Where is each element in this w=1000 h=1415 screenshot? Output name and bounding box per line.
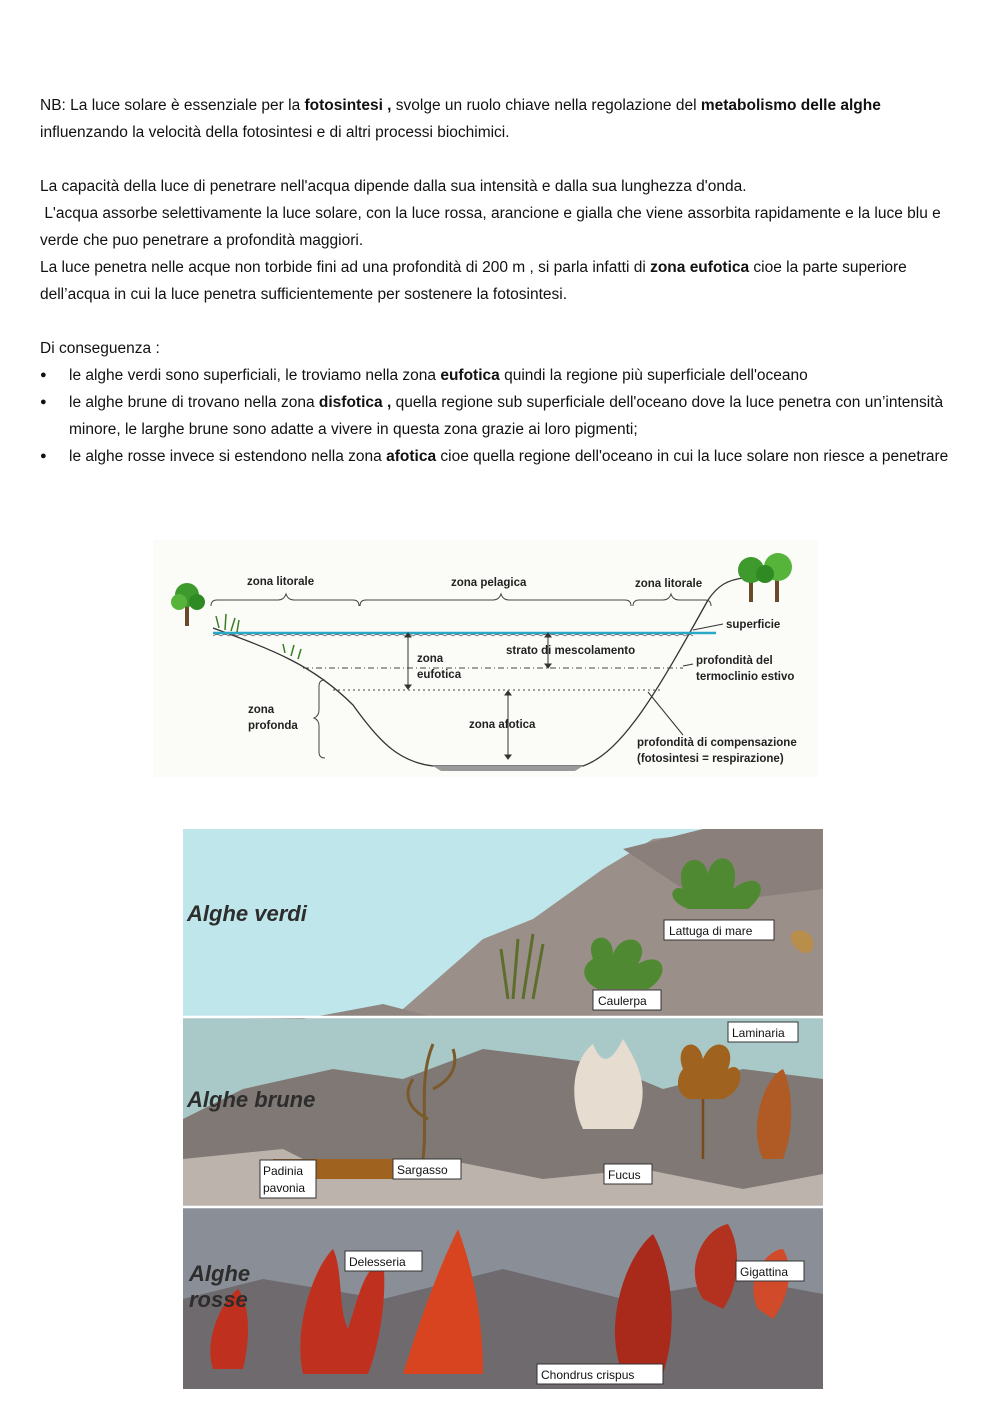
text-run: La luce penetra nelle acque non torbide fini ad una profondità di 200 m , si parla infatti di — [40, 259, 651, 276]
label-zona-profonda-2: profonda — [248, 720, 298, 732]
label-strato-mescolamento: strato di mescolamento — [506, 645, 636, 657]
label-zona-profonda-1: zona — [248, 704, 275, 716]
paragraph-nb — [40, 92, 970, 146]
paragraph-zona-eufotica — [40, 254, 970, 308]
basin-floor — [433, 766, 583, 771]
label-zona-litorale-left: zona litorale — [247, 576, 315, 588]
label-zona-pelagica: zona pelagica — [451, 577, 527, 589]
text-run: NB: La luce solare è essenziale per la — [40, 97, 305, 114]
lake-zones-diagram — [153, 540, 818, 777]
label-gigattina: Gigattina — [740, 1265, 789, 1279]
list-item: ● le alghe rosse invece si estendono nella zona afotica cioe quella regione dell'oceano in cui la luce solare non riesce a penetrare — [40, 443, 970, 470]
band-title-verdi: Alghe verdi — [187, 901, 307, 926]
bold-term-metabolismo: metabolismo delle alghe — [700, 97, 881, 114]
label-termoclinio-1: profondità del — [696, 655, 773, 667]
bold-term-fotosintesi: fotosintesi , — [304, 97, 392, 114]
document-text — [40, 92, 970, 470]
text-run: influenzando la velocità della fotosintesi e di altri processi biochimici. — [40, 124, 510, 141]
label-sargasso: Sargasso — [397, 1163, 448, 1177]
algae-depth-illustration — [183, 829, 823, 1389]
label-compensazione-2: (fotosintesi = respirazione) — [637, 753, 784, 765]
label-delesseria: Delesseria — [349, 1255, 406, 1269]
label-zona-litorale-right: zona litorale — [635, 578, 703, 590]
label-zona-eufotica-2: eufotica — [417, 669, 462, 681]
label-padinia-1: Padinia — [263, 1164, 304, 1178]
label-caulerpa: Caulerpa — [598, 994, 647, 1008]
label-lattuga: Lattuga di mare — [669, 924, 753, 938]
paragraph-conseguenza: Di conseguenza : — [40, 340, 160, 357]
text-run: cioe la parte superiore dell’acqua in cui la luce penetra sufficientemente per sostenere la fotosintesi. — [40, 259, 907, 303]
label-padinia-2: pavonia — [263, 1181, 306, 1195]
bullet-list — [40, 362, 970, 470]
label-superficie: superficie — [726, 619, 781, 631]
label-laminaria: Laminaria — [732, 1026, 785, 1040]
label-termoclinio-2: termoclinio estivo — [696, 671, 795, 683]
label-fucus: Fucus — [608, 1168, 641, 1182]
band-title-rosse-2: rosse — [189, 1287, 248, 1312]
text-run: svolge un ruolo chiave nella regolazione del — [391, 97, 701, 114]
bold-term-zona-eufotica: zona eufotica — [650, 259, 750, 276]
label-zona-afotica: zona afotica — [469, 719, 536, 731]
label-compensazione-1: profondità di compensazione — [637, 737, 797, 749]
label-zona-eufotica-1: zona — [417, 653, 444, 665]
list-item: ● le alghe brune di trovano nella zona disfotica , quella regione sub superficiale dell'oceano dove la luce penetra con un’intensità minore, le larghe brune sono adatte a vivere in questa zona grazie ai loro pigmenti; — [40, 389, 970, 443]
paragraph-assorbimento: L'acqua assorbe selettivamente la luce solare, con la luce rossa, arancione e gialla che viene assorbita rapidamente e la luce blu e verde che puo penetrare a profondità maggiori. — [40, 205, 946, 249]
band-title-brune: Alghe brune — [187, 1087, 316, 1112]
paragraph-penetrazione: La capacità della luce di penetrare nell'acqua dipende dalla sua intensità e dalla sua lunghezza d'onda. — [40, 178, 747, 195]
list-item: ● le alghe verdi sono superficiali, le troviamo nella zona eufotica quindi la regione più superficiale dell'oceano — [40, 362, 970, 389]
band-title-rosse-1: Alghe — [189, 1261, 251, 1286]
label-chondrus: Chondrus crispus — [541, 1368, 635, 1382]
